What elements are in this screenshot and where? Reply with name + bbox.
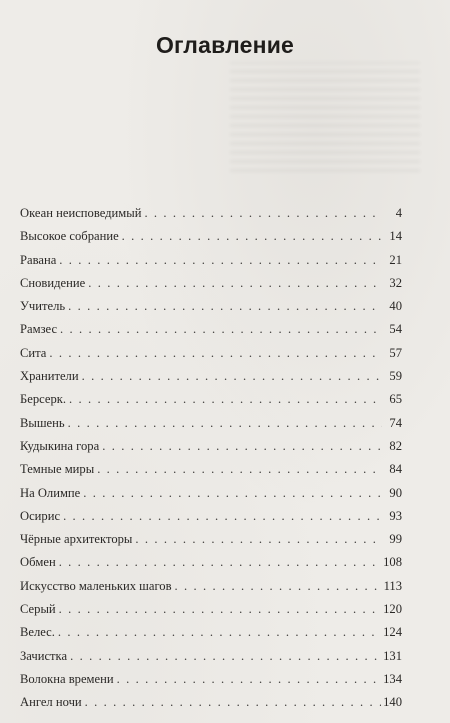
toc-entry-page: 82 (389, 438, 402, 453)
dot-leader (83, 486, 382, 501)
toc-entry-page: 131 (383, 648, 402, 663)
dot-leader (85, 695, 381, 710)
dot-leader (59, 253, 382, 268)
toc-entry-page: 40 (389, 299, 402, 314)
toc-entry (20, 346, 402, 369)
toc-entry-title: Равана (20, 252, 57, 267)
toc-entry (20, 416, 402, 439)
dot-leader (135, 532, 382, 547)
toc-entry-title: Кудыкина гора (20, 438, 100, 453)
dot-leader (58, 625, 381, 640)
toc-entry-title: Зачистка (20, 648, 68, 663)
toc-entry-title: Обмен (20, 555, 56, 570)
toc-entry (20, 299, 402, 322)
toc-entry-page: 134 (383, 671, 402, 686)
toc-entry-page: 14 (389, 229, 402, 244)
toc-entry-page: 120 (383, 602, 402, 617)
toc-entry-page: 59 (389, 369, 402, 384)
toc-entry-page: 54 (389, 322, 402, 337)
dot-leader (82, 369, 382, 384)
toc-entry-page: 21 (389, 252, 402, 267)
dot-leader (59, 602, 381, 617)
dot-leader (122, 229, 382, 244)
toc-entry-page: 65 (389, 392, 402, 407)
toc-entry-page: 90 (389, 485, 402, 500)
toc-entry (20, 672, 402, 695)
toc-entry-title: Серый (20, 602, 56, 617)
toc-entry (20, 369, 402, 392)
toc-entry (20, 532, 402, 555)
toc-entry-title: Учитель (20, 299, 66, 314)
page-title: Оглавление (155, 32, 295, 58)
toc-entry-title: Высокое собрание (20, 229, 119, 244)
toc-entry-page: 124 (383, 625, 402, 640)
toc-entry (20, 509, 402, 532)
toc-entry-title: Велес. (20, 625, 55, 640)
table-of-contents (20, 206, 402, 719)
toc-entry-title: Сита (20, 345, 47, 360)
toc-entry (20, 253, 402, 276)
toc-entry (20, 462, 402, 485)
dot-leader (97, 462, 382, 477)
toc-entry (20, 206, 402, 229)
toc-entry-title: Океан неисповедимый (20, 206, 142, 220)
toc-entry-title: Сновидение (20, 275, 86, 290)
toc-entry (20, 229, 402, 252)
dot-leader (60, 322, 382, 337)
toc-entry-page: 4 (395, 206, 402, 220)
toc-entry-page: 140 (383, 695, 402, 710)
dot-leader (68, 416, 382, 431)
toc-entry-title: Волокна времени (20, 671, 114, 686)
toc-entry-title: Темные миры (20, 462, 95, 477)
toc-entry-page: 74 (389, 415, 402, 430)
dot-leader (70, 649, 381, 664)
toc-entry (20, 392, 402, 415)
toc-entry-title: Осирис (20, 508, 61, 523)
toc-entry-page: 93 (389, 508, 402, 523)
toc-entry (20, 625, 402, 648)
dot-leader (144, 206, 382, 221)
toc-entry-title: Чёрные архитекторы (20, 532, 133, 547)
dot-leader (68, 299, 382, 314)
toc-entry (20, 322, 402, 345)
dot-leader (117, 672, 382, 687)
dot-leader (63, 509, 382, 524)
toc-entry-page: 108 (383, 555, 402, 570)
toc-entry-page: 113 (383, 578, 402, 593)
toc-entry-page: 84 (389, 462, 402, 477)
toc-entry-title: Хранители (20, 369, 79, 384)
toc-entry-title: На Олимпе (20, 485, 81, 500)
toc-entry-title: Вышень (20, 415, 65, 430)
toc-entry-page: 32 (389, 275, 402, 290)
toc-entry-title: Искусство маленьких шагов (20, 578, 172, 593)
toc-entry (20, 579, 402, 602)
toc-entry (20, 555, 402, 578)
dot-leader (102, 439, 382, 454)
toc-entry-title: Берсерк. (20, 392, 67, 407)
toc-entry (20, 276, 402, 299)
show-through-texture (230, 62, 420, 172)
dot-leader (49, 346, 382, 361)
toc-entry-page: 99 (389, 532, 402, 547)
toc-entry (20, 602, 402, 625)
toc-entry (20, 649, 402, 672)
dot-leader (88, 276, 382, 291)
dot-leader (175, 579, 382, 594)
toc-entry (20, 486, 402, 509)
toc-entry (20, 695, 402, 718)
dot-leader (59, 555, 381, 570)
toc-entry (20, 439, 402, 462)
toc-entry-page: 57 (389, 345, 402, 360)
toc-entry-title: Рамзес (20, 322, 58, 337)
dot-leader (69, 392, 382, 407)
toc-entry-title: Ангел ночи (20, 695, 82, 710)
